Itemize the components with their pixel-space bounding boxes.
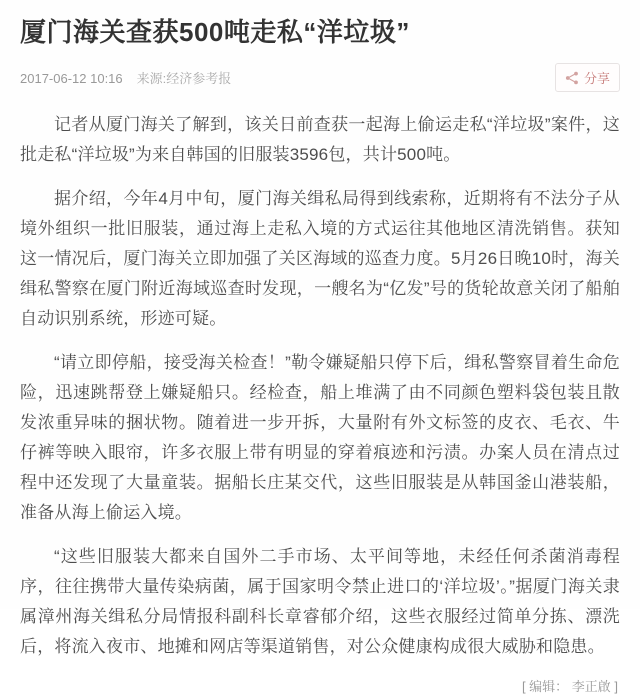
article-meta-left xyxy=(20,68,555,87)
share-button[interactable] xyxy=(555,63,620,92)
article-paragraph: “这些旧服装大都来自国外二手市场、太平间等地，未经任何杀菌消毒程序，往往携带大量传染病菌，属于国家明令禁止进口的‘洋垃圾’。”据厦门海关隶属漳州海关缉私分局情报科副科长章睿郁介绍，这些衣服经过简单分拣、漂洗后，将流入夜市、地摊和网店等渠道销售，对公众健康构成很大威胁和隐患。 xyxy=(20,546,620,656)
source-label: 来源:经济参考报 xyxy=(136,71,232,87)
article-meta-row xyxy=(20,64,620,92)
article-title: 厦门海关查获500吨走私“洋垃圾” xyxy=(20,17,410,47)
article-paragraph: 记者从厦门海关了解到，该关日前查获一起海上偷运走私“洋垃圾”案件，这批走私“洋垃圾”为来自韩国的旧服装3596包，共计500吨。 xyxy=(20,114,620,164)
editor-credit: [ 编辑： 李正啟 ] xyxy=(521,678,618,694)
share-nodes-icon xyxy=(565,71,579,85)
publish-date: 2017-06-12 10:16 xyxy=(20,71,123,87)
article-paragraph: “请立即停船，接受海关检查！”勒令嫌疑船只停下后，缉私警察冒着生命危险，迅速跳帮登上嫌疑船只。经检查，船上堆满了由不同颜色塑料袋包装且散发浓重异味的捆状物。随着进一步开拆，大量附有外文标签的皮衣、毛衣、牛仔裤等映入眼帘，许多衣服上带有明显的穿着痕迹和污渍。办案人员在清点过程中还发现了大量童装。据船长庄某交代，这些旧服装是从韩国釜山港装船，准备从海上偷运入境。 xyxy=(20,352,620,522)
article-body xyxy=(20,110,620,662)
article-paragraph: 据介绍，今年4月中旬，厦门海关缉私局得到线索称，近期将有不法分子从境外组织一批旧服装，通过海上走私入境的方式运往其他地区清洗销售。获知这一情况后，厦门海关立即加强了关区海域的巡查力度。5月26日晚10时，海关缉私警察在厦门附近海域巡查时发现，一艘名为“亿发”号的货轮故意关闭了船舶自动识别系统，形迹可疑。 xyxy=(20,188,620,328)
share-button-label: 分享 xyxy=(583,71,610,87)
